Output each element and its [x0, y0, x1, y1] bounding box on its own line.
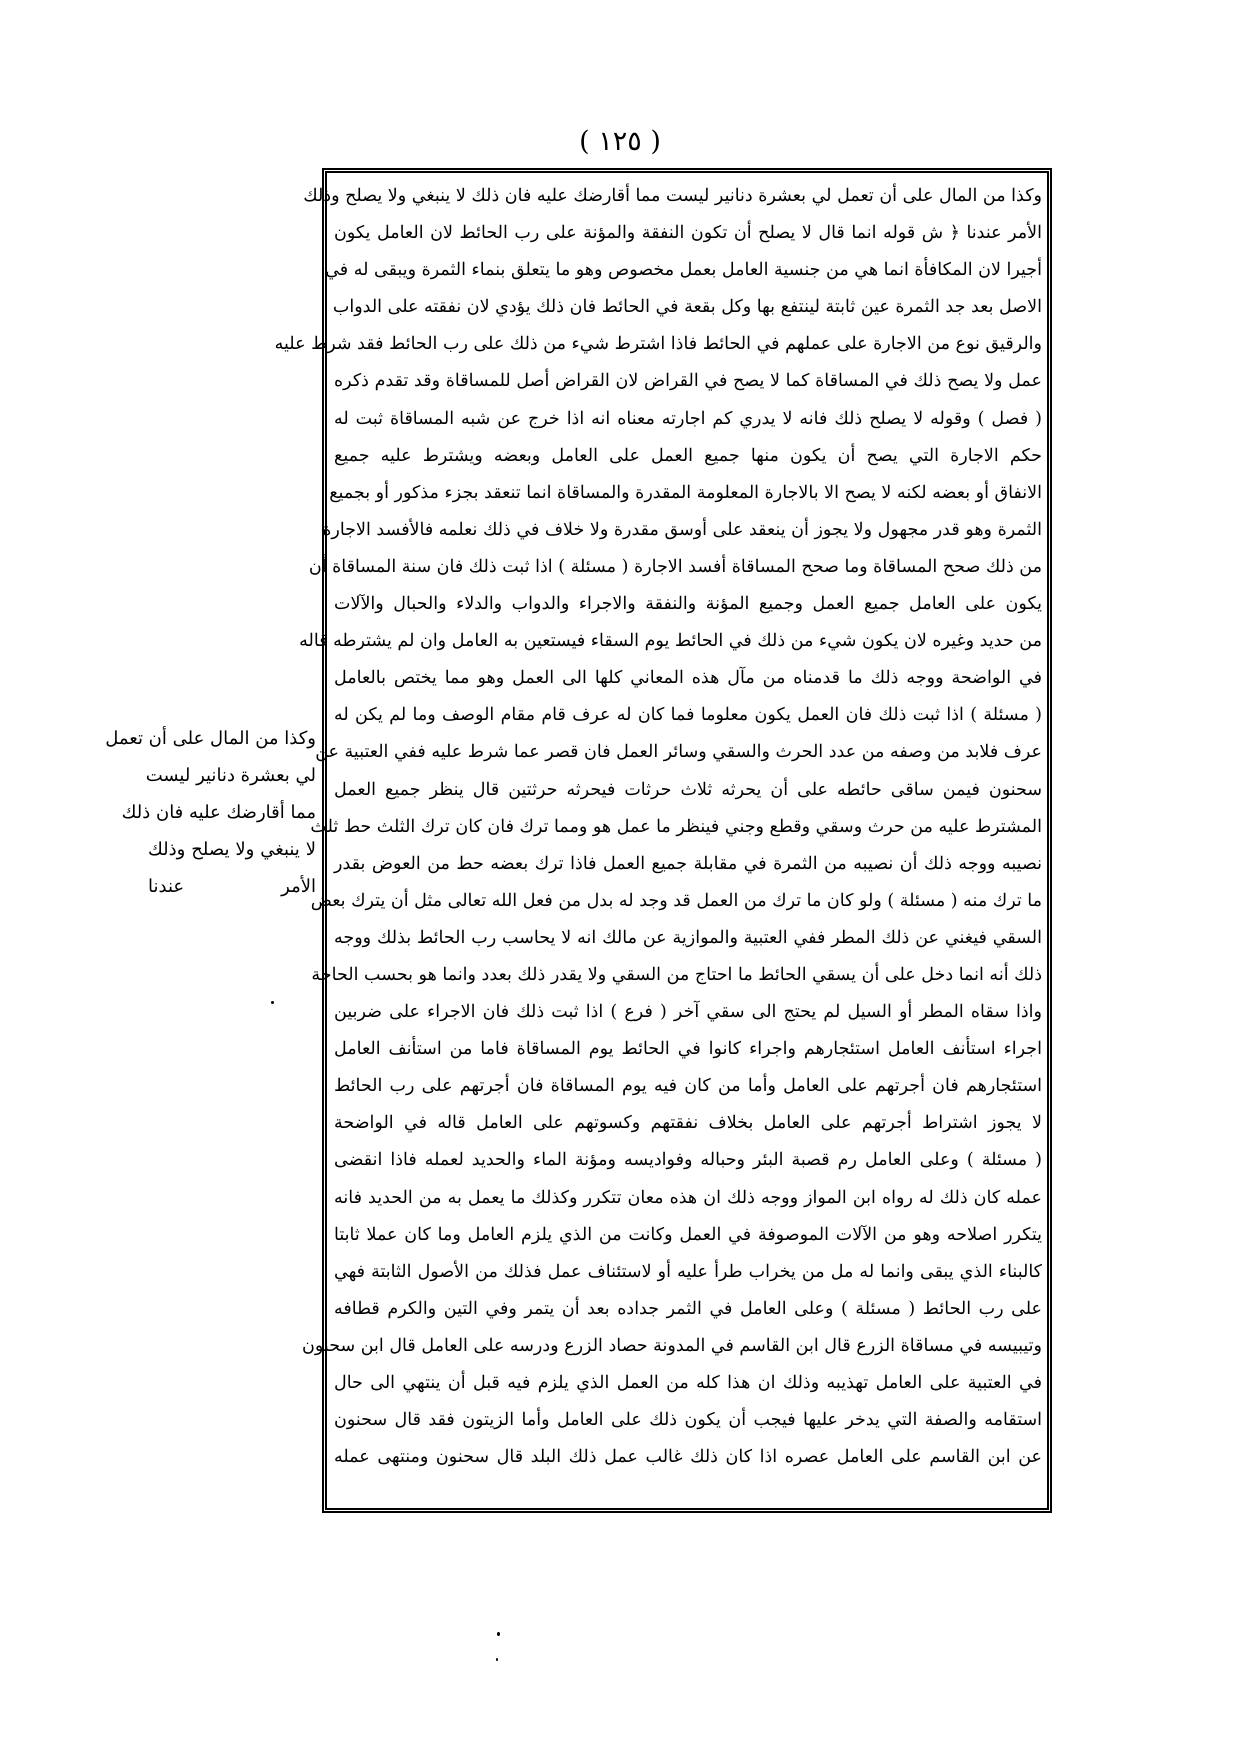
text-line: عن ابن القاسم على العامل عصره اذا كان ذلك غالب عمل ذلك البلد قال سحنون ومنتهى عمله — [334, 1447, 1042, 1468]
text-line: في الواضحة ووجه ذلك ما قدمناه من مآل هذه المعاني كلها الى العمل وهو مما يختص بالعامل — [334, 668, 1042, 689]
page-number: ( ١٢٥ ) — [579, 126, 661, 157]
text-line: حكم الاجارة التي يصح أن يكون منها جميع العمل على العامل وبعضه ويشترط عليه جميع — [334, 445, 1042, 466]
scan-speck — [496, 1658, 498, 1661]
text-line: وكذا من المال على أن تعمل لي بعشرة دنانير ليست مما أقارضك عليه فان ذلك لا ينبغي ولا يصلح وذلك — [303, 186, 1042, 206]
text-line: عمله كان ذلك له رواه ابن المواز ووجه ذلك ان هذه معان تتكرر وكذلك ما يعمل به من الحديد فانه — [334, 1187, 1042, 1208]
margin-line: مما أقارضك عليه فان ذلك — [121, 802, 316, 823]
text-line: على رب الحائط ( مسئلة ) وعلى العامل في الثمر جداده بعد أن يتمر وفي التين والكرم قطافه — [334, 1298, 1042, 1319]
text-line: سحنون فيمن ساقى حائطه على أن يحرثه ثلاث حرثات فيحرثه حرثتين قال ينظر جميع العمل — [334, 779, 1042, 800]
scan-speck — [271, 1001, 274, 1004]
margin-line: لا ينبغي ولا يصلح وذلك — [148, 839, 316, 860]
text-line: وتيبيسه في مساقاة الزرع قال ابن القاسم في المدونة حصاد الزرع ودرسه على العامل قال ابن سحنون — [302, 1335, 1042, 1356]
text-line: يتكرر اصلاحه وهو من الآلات الموصوفة في العمل وكانت من الذي يلزم العامل وما كان عملا ثابتا — [334, 1224, 1042, 1245]
margin-line: لي بعشرة دنانير ليست — [145, 765, 316, 786]
text-line: استئجارهم فان أجرتهم على العامل وأما من كان فيه يوم المساقاة فان أجرتهم على رب الحائط — [334, 1076, 1042, 1097]
text-line: واذا سقاه المطر أو السيل لم يحتج الى سقي آخر ( فرع ) اذا ثبت ذلك فان الاجراء على ضربين — [334, 1002, 1042, 1023]
margin-note — [105, 720, 316, 905]
text-line: الثمرة وهو قدر مجهول ولا يجوز أن ينعقد على أوسق مقدرة ولا خلاف في ذلك نعلمه فالأفسد الاجارة — [322, 519, 1042, 540]
text-line: في العتبية على العامل تهذيبه وذلك ان هذا كله من العمل الذي يلزم فيه قبل أن ينتهي الى حال — [334, 1373, 1042, 1393]
text-line: استقامه والصفة التي يدخر عليها فيجب أن يكون ذلك على العامل وأما الزيتون فقد قال سحنون — [334, 1410, 1042, 1431]
text-line: ( مسئلة ) اذا ثبت ذلك فان العمل يكون معلوما فما كان له عرف قام مقام الوصف وما لم يكن له — [334, 705, 1042, 726]
text-line: عمل ولا يصح ذلك في المساقاة كما لا يصح في القراض لان القراض أصل للمساقاة وقد تقدم ذكره — [334, 371, 1042, 392]
main-text-block — [274, 178, 1042, 1503]
text-line: نصيبه ووجه ذلك أن نصيبه من الثمرة في مقابلة جميع العمل فاذا ترك بعضه حط من العوض بقدر — [334, 853, 1042, 874]
text-line: المشترط عليه من حرث وسقي وقطع وجني فينظر ما عمل هو ومما ترك فان كان ترك الثلث حط ثلث — [310, 816, 1042, 837]
text-line: ما ترك منه ( مسئلة ) ولو كان ما ترك من العمل قد وجد له بدل من فعل الله تعالى مثل أن يترك بعض — [310, 890, 1042, 911]
text-line: ( فصل ) وقوله لا يصلح ذلك فانه لا يدري كم اجارته معناه انه اذا خرج عن شبه المساقاة ثبت له — [334, 408, 1042, 429]
text-line: من حديد وغيره لان يكون شيء من ذلك في الحائط يوم السقاء فيستعين به العامل وان لم يشترطه قاله — [299, 631, 1042, 652]
text-line: الاصل بعد جد الثمرة عين ثابتة لينتفع بها وكل بقعة في الحائط فان ذلك يؤدي لان نفقته على الدواب — [332, 297, 1042, 318]
text-line: ( مسئلة ) وعلى العامل رم قصبة البئر وحباله وفواديسه ومؤنة الماء والحديد لعمله فاذا انقضى — [334, 1150, 1042, 1171]
text-line: ذلك أنه انما دخل على أن يسقي الحائط ما احتاج من السقي ولا يقدر ذلك بعدد وانما هو بحسب الحاجة — [311, 964, 1042, 985]
text-line: عرف فلابد من وصفه من عدد الحرث والسقي وسائر العمل فان قصر عما شرط عليه ففي العتبية عن — [315, 742, 1042, 763]
text-line: لا يجوز اشتراط أجرتهم على العامل بخلاف نفقتهم وكسوتهم على العامل قاله في الواضحة — [334, 1113, 1042, 1134]
text-line: الانفاق أو بعضه لكنه لا يصح الا بالاجارة المعلومة المقدرة والمساقاة انما تنعقد بجزء مذكور أو بجميع — [329, 482, 1042, 503]
text-line: من ذلك صحح المساقاة وما صحح المساقاة أفسد الاجارة ( مسئلة ) اذا ثبت ذلك فان سنة المساقاة أن — [308, 556, 1042, 577]
text-line: والرقيق نوع من الاجارة على عملهم في الحائط فاذا اشترط شيء من ذلك على رب الحائط فقد شرط عليه — [274, 334, 1042, 355]
text-line: يكون على العامل جميع العمل وجميع المؤنة والنفقة والاجراء والدواب والدلاء والحبال والآلات — [334, 594, 1042, 615]
margin-line: الأمر عندنا — [148, 876, 316, 897]
text-line: الأمر عندنا ﴿ ش قوله انما قال لا يصلح أن تكون النفقة والمؤنة على رب الحائط لان العامل يكون — [334, 223, 1042, 244]
scan-speck — [497, 1632, 500, 1636]
text-line: السقي فيغني عن ذلك المطر ففي العتبية والموازية عن مالك انه لا يحاسب رب الحائط بذلك ووجه — [334, 927, 1042, 948]
margin-line: وكذا من المال على أن تعمل — [105, 728, 316, 749]
text-line: اجراء استأنف العامل استئجارهم واجراء كانوا في الحائط يوم المساقاة فاما من استأنف العامل — [334, 1039, 1042, 1060]
text-line: أجيرا لان المكافأة انما هي من جنسية العامل بعمل مخصوص وهو ما يتعلق بنماء الثمرة ويبقى له في — [325, 260, 1042, 281]
text-line: كالبناء الذي يبقى وانما له مل من يخراب طرأ عليه أو لاستئناف عمل فذلك من الأصول الثابتة فهي — [334, 1261, 1042, 1282]
